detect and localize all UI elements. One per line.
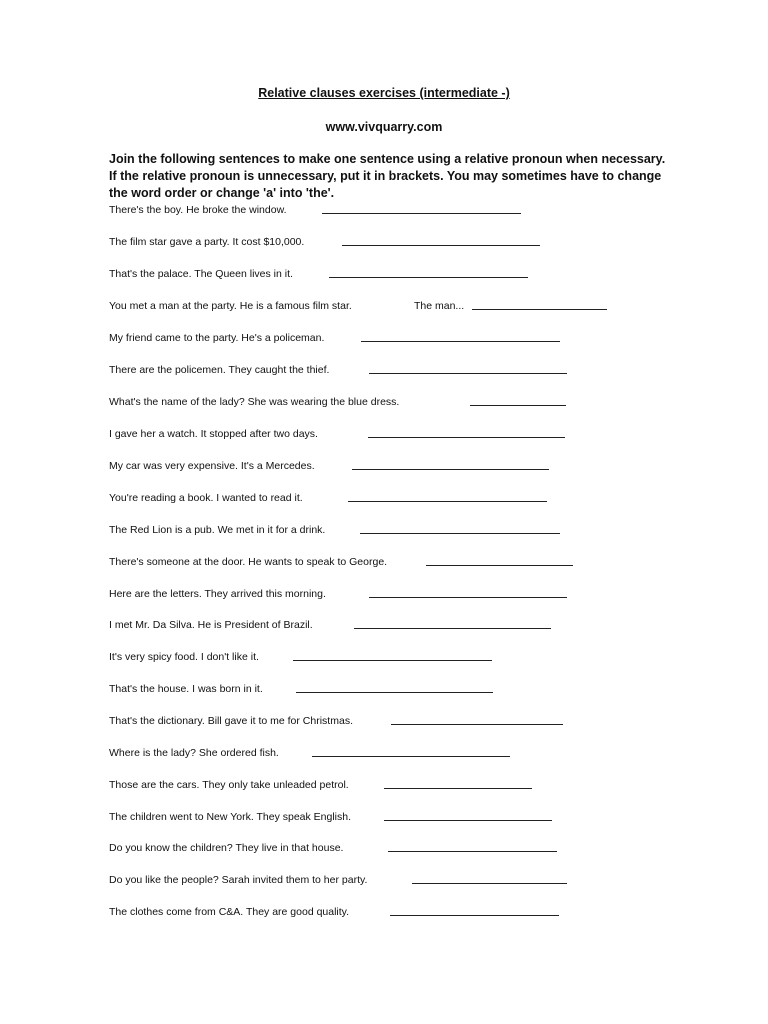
answer-blank[interactable] [470, 405, 566, 406]
exercise-item [109, 330, 564, 346]
exercise-item [109, 713, 567, 729]
exercise-item [109, 840, 561, 856]
answer-blank[interactable] [388, 851, 557, 852]
answer-blank[interactable] [412, 883, 567, 884]
exercise-item [109, 586, 571, 602]
exercise-sentence: The children went to New York. They speak English. [109, 811, 352, 823]
answer-blank[interactable] [390, 915, 559, 916]
exercise-sentence: I met Mr. Da Silva. He is President of Brazil. [109, 619, 313, 631]
exercise-item [109, 298, 611, 314]
exercise-sentence: That's the palace. The Queen lives in it. [109, 268, 293, 280]
answer-blank[interactable] [369, 597, 567, 598]
exercise-item [109, 458, 553, 474]
exercise-sentence: There's the boy. He broke the window. [109, 204, 287, 216]
exercise-item [109, 777, 536, 793]
exercise-item [109, 904, 563, 920]
exercise-item [109, 649, 496, 665]
exercise-sentence: That's the house. I was born in it. [109, 683, 263, 695]
answer-blank[interactable] [369, 373, 567, 374]
exercise-sentence: The film star gave a party. It cost $10,000. [109, 236, 305, 248]
page-title: Relative clauses exercises (intermediate -) [258, 86, 510, 100]
exercise-item [109, 617, 555, 633]
website-url: www.vivquarry.com [325, 120, 443, 134]
exercise-item [109, 362, 571, 378]
exercise-sentence: Here are the letters. They arrived this morning. [109, 588, 326, 600]
exercise-sentence: What's the name of the lady? She was wearing the blue dress. [109, 396, 400, 408]
exercise-sentence: The Red Lion is a pub. We met in it for a drink. [109, 524, 326, 536]
answer-blank[interactable] [426, 565, 573, 566]
exercise-sentence: I gave her a watch. It stopped after two days. [109, 428, 318, 440]
instruction-line: Join the following sentences to make one sentence using a relative pronoun when necessary. [109, 152, 666, 166]
answer-blank[interactable] [361, 341, 560, 342]
answer-blank[interactable] [322, 213, 521, 214]
exercise-sentence: Those are the cars. They only take unleaded petrol. [109, 779, 349, 791]
answer-blank[interactable] [384, 820, 552, 821]
exercise-item [109, 554, 577, 570]
exercise-sentence: Where is the lady? She ordered fish. [109, 747, 279, 759]
exercise-item [109, 266, 532, 282]
answer-blank[interactable] [368, 437, 565, 438]
exercise-item [109, 872, 571, 888]
answer-blank[interactable] [354, 628, 551, 629]
exercise-item [109, 426, 569, 442]
exercise-sentence: There are the policemen. They caught the thief. [109, 364, 330, 376]
answer-blank[interactable] [472, 309, 607, 310]
answer-blank[interactable] [329, 277, 528, 278]
exercise-item [109, 394, 570, 410]
exercise-sentence: My friend came to the party. He's a policeman. [109, 332, 325, 344]
exercise-sentence: You met a man at the party. He is a famous film star. [109, 300, 352, 312]
exercise-sentence: Do you like the people? Sarah invited them to her party. [109, 874, 368, 886]
instruction-line: the word order or change 'a' into 'the'. [109, 186, 335, 200]
exercise-sentence: That's the dictionary. Bill gave it to me for Christmas. [109, 715, 353, 727]
exercise-sentence: There's someone at the door. He wants to speak to George. [109, 556, 388, 568]
instructions [109, 151, 669, 202]
answer-blank[interactable] [352, 469, 549, 470]
answer-blank[interactable] [348, 501, 547, 502]
exercise-item [109, 234, 544, 250]
exercise-item [109, 809, 556, 825]
answer-blank[interactable] [384, 788, 532, 789]
answer-blank[interactable] [391, 724, 563, 725]
answer-blank[interactable] [296, 692, 493, 693]
exercise-sentence: Do you know the children? They live in that house. [109, 842, 344, 854]
exercise-sentence: You're reading a book. I wanted to read it. [109, 492, 303, 504]
exercise-sentence: My car was very expensive. It's a Mercedes. [109, 460, 315, 472]
exercise-sentence: It's very spicy food. I don't like it. [109, 651, 259, 663]
answer-blank[interactable] [312, 756, 510, 757]
exercise-item [109, 745, 514, 761]
exercise-item [109, 202, 525, 218]
answer-blank[interactable] [342, 245, 540, 246]
exercise-hint: The man... [414, 300, 465, 312]
answer-blank[interactable] [293, 660, 492, 661]
answer-blank[interactable] [360, 533, 560, 534]
exercise-item [109, 490, 551, 506]
exercise-item [109, 522, 564, 538]
exercise-item [109, 681, 497, 697]
instruction-line: If the relative pronoun is unnecessary, put it in brackets. You may sometimes have to change [109, 169, 662, 183]
exercise-sentence: The clothes come from C&A. They are good quality. [109, 906, 350, 918]
